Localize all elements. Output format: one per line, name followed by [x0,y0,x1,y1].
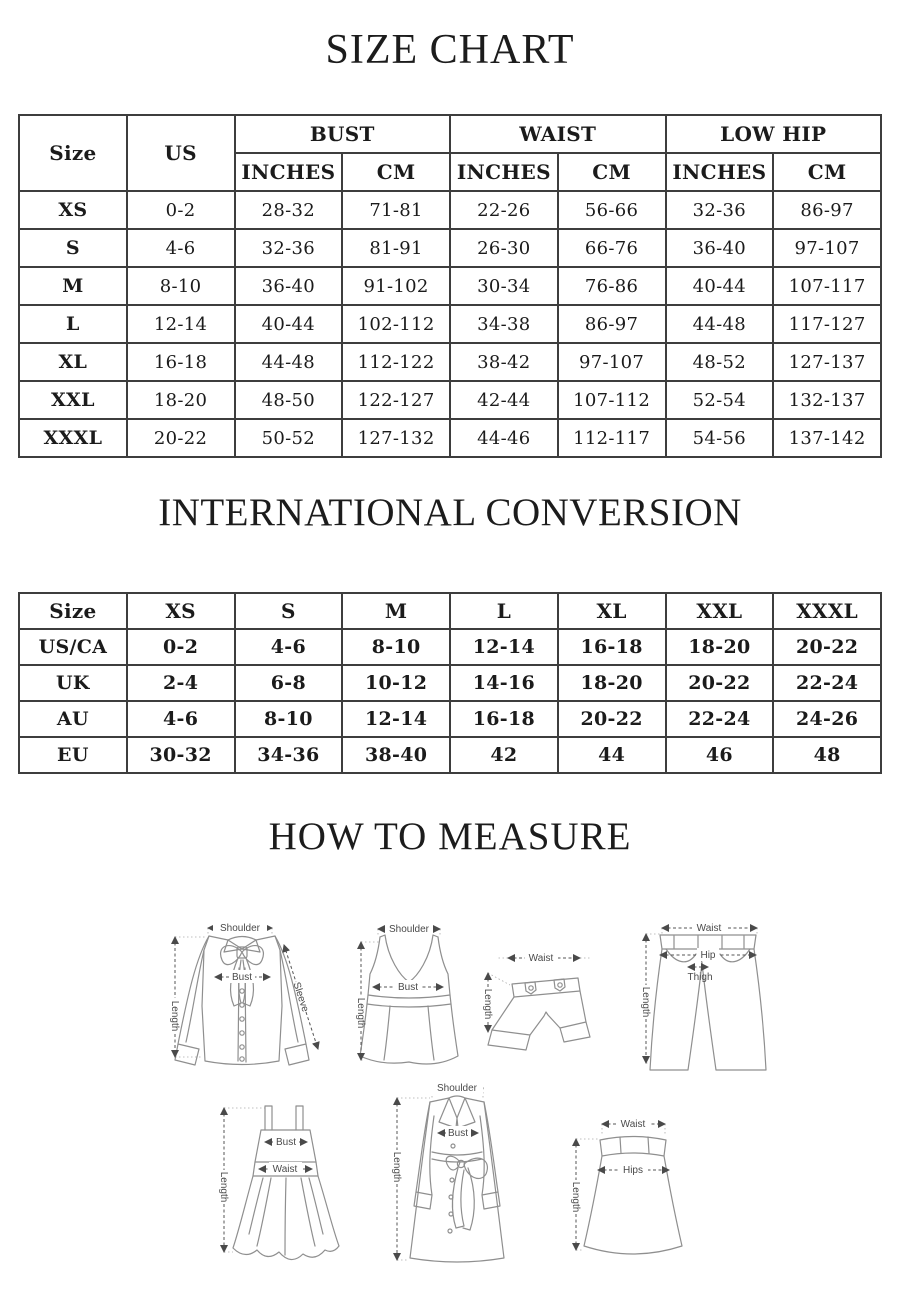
shorts-drawing [488,978,590,1050]
cell: 4-6 [127,229,235,267]
thigh-dim-label: Thigh [687,972,713,983]
table-row [19,629,881,665]
cell: 20-22 [666,665,774,701]
table-row [19,665,881,701]
length-dim-label: Length [169,1000,180,1032]
coat-drawing [410,1096,504,1262]
cell: 86-97 [773,191,881,229]
cell: 0-2 [127,191,235,229]
cell: 16-18 [558,629,666,665]
table-header-row [19,115,881,153]
length-dim-label: Length [640,986,651,1018]
table-row [19,419,881,457]
measure-diagrams [0,876,900,1300]
cell: 18-20 [558,665,666,701]
waist-dim-label: Waist [528,953,554,964]
dress-drawing [233,1106,339,1260]
conv-header: XS [127,593,235,629]
cell: 30-34 [450,267,558,305]
size-chart-title: SIZE CHART [325,27,575,73]
shoulder-dim-label: Shoulder [219,923,261,934]
cell: 36-40 [235,267,343,305]
col-hip-inches: INCHES [666,153,774,191]
col-waist-cm: CM [558,153,666,191]
cell: 4-6 [235,629,343,665]
length-dim-label: Length [355,997,366,1029]
cell: 71-81 [342,191,450,229]
col-us: US [127,115,235,191]
table-row [19,229,881,267]
hips-dim-label: Hips [622,1165,644,1176]
cell: 14-16 [450,665,558,701]
cell: 30-32 [127,737,235,773]
cell: 46 [666,737,774,773]
blouse-diagram [168,916,328,1078]
cell: 28-32 [235,191,343,229]
cell: 107-117 [773,267,881,305]
dress-diagram [215,1100,350,1265]
cell: 26-30 [450,229,558,267]
sleeve-dim-label: Sleeve [290,980,311,1014]
cell: 20-22 [773,629,881,665]
cell: 36-40 [666,229,774,267]
row-label: L [19,305,127,343]
length-dim-label: Length [218,1171,229,1203]
col-bust-cm: CM [342,153,450,191]
size-chart-table [18,114,882,458]
length-dim-label: Length [391,1151,402,1183]
cell: 56-66 [558,191,666,229]
bust-dim-label: Bust [231,972,253,983]
cell: 18-20 [127,381,235,419]
cell: 52-54 [666,381,774,419]
cell: 127-137 [773,343,881,381]
bust-dim-label: Bust [397,982,419,993]
table-header-row [19,593,881,629]
cell: 22-24 [666,701,774,737]
cell: 22-24 [773,665,881,701]
conv-header: M [342,593,450,629]
conversion-table [18,592,882,774]
cell: 34-38 [450,305,558,343]
row-label: AU [19,701,127,737]
cell: 8-10 [235,701,343,737]
table-row [19,343,881,381]
conversion-title: INTERNATIONAL CONVERSION [158,491,742,534]
cell: 32-36 [235,229,343,267]
col-size: Size [19,115,127,191]
col-bust: BUST [235,115,451,153]
cell: 137-142 [773,419,881,457]
table-row [19,701,881,737]
cell: 38-40 [342,737,450,773]
row-label: XXL [19,381,127,419]
cell: 8-10 [342,629,450,665]
length-dim-label: Length [482,988,493,1020]
cell: 32-36 [666,191,774,229]
cell: 44-48 [666,305,774,343]
cell: 24-26 [773,701,881,737]
cell: 48 [773,737,881,773]
length-dim-label: Length [570,1181,581,1213]
cell: 122-127 [342,381,450,419]
cell: 18-20 [666,629,774,665]
cell: 44-48 [235,343,343,381]
cell: 40-44 [666,267,774,305]
cell: 107-112 [558,381,666,419]
cell: 66-76 [558,229,666,267]
cell: 10-12 [342,665,450,701]
cell: 54-56 [666,419,774,457]
cell: 6-8 [235,665,343,701]
table-row [19,737,881,773]
cell: 34-36 [235,737,343,773]
shorts-diagram [478,950,593,1055]
table-row [19,267,881,305]
waist-dim-label: Waist [696,923,722,934]
cell: 91-102 [342,267,450,305]
shoulder-dim-label: Shoulder [436,1083,478,1094]
table-row [19,381,881,419]
col-waist-inches: INCHES [450,153,558,191]
cell: 97-107 [558,343,666,381]
col-hip-cm: CM [773,153,881,191]
conv-header: Size [19,593,127,629]
cell: 76-86 [558,267,666,305]
conv-header: XXXL [773,593,881,629]
cell: 132-137 [773,381,881,419]
row-label: UK [19,665,127,701]
cell: 12-14 [450,629,558,665]
cell: 44-46 [450,419,558,457]
cell: 86-97 [558,305,666,343]
conv-header: XL [558,593,666,629]
coat-diagram [390,1080,520,1270]
pants-diagram [640,920,770,1080]
cell: 97-107 [773,229,881,267]
bust-dim-label: Bust [275,1137,297,1148]
cell: 117-127 [773,305,881,343]
cell: 38-42 [450,343,558,381]
row-label: XXXL [19,419,127,457]
row-label: XL [19,343,127,381]
cell: 48-50 [235,381,343,419]
cell: 48-52 [666,343,774,381]
cell: 44 [558,737,666,773]
bust-dim-label: Bust [447,1128,469,1139]
cell: 112-117 [558,419,666,457]
cell: 22-26 [450,191,558,229]
shoulder-dim-label: Shoulder [388,924,430,935]
cell: 42-44 [450,381,558,419]
tank-top-diagram [352,918,462,1073]
row-label: S [19,229,127,267]
cell: 4-6 [127,701,235,737]
cell: 112-122 [342,343,450,381]
row-label: XS [19,191,127,229]
col-low-hip: LOW HIP [666,115,882,153]
blouse-drawing [175,936,309,1065]
waist-dim-label: Waist [620,1119,646,1130]
skirt-drawing [584,1137,682,1255]
cell: 8-10 [127,267,235,305]
waist-dim-label: Waist [272,1164,298,1175]
how-to-measure-title: HOW TO MEASURE [268,815,632,858]
cell: 12-14 [127,305,235,343]
col-bust-inches: INCHES [235,153,343,191]
col-waist: WAIST [450,115,666,153]
cell: 40-44 [235,305,343,343]
hip-dim-label: Hip [700,950,716,961]
cell: 12-14 [342,701,450,737]
table-row [19,305,881,343]
cell: 16-18 [127,343,235,381]
cell: 0-2 [127,629,235,665]
cell: 16-18 [450,701,558,737]
conv-header: XXL [666,593,774,629]
row-label: EU [19,737,127,773]
row-label: US/CA [19,629,127,665]
tank-drawing [360,935,458,1064]
cell: 20-22 [127,419,235,457]
cell: 102-112 [342,305,450,343]
cell: 50-52 [235,419,343,457]
cell: 81-91 [342,229,450,267]
cell: 127-132 [342,419,450,457]
table-row [19,191,881,229]
conv-header: L [450,593,558,629]
conv-header: S [235,593,343,629]
cell: 42 [450,737,558,773]
skirt-diagram [568,1110,688,1270]
cell: 2-4 [127,665,235,701]
row-label: M [19,267,127,305]
cell: 20-22 [558,701,666,737]
